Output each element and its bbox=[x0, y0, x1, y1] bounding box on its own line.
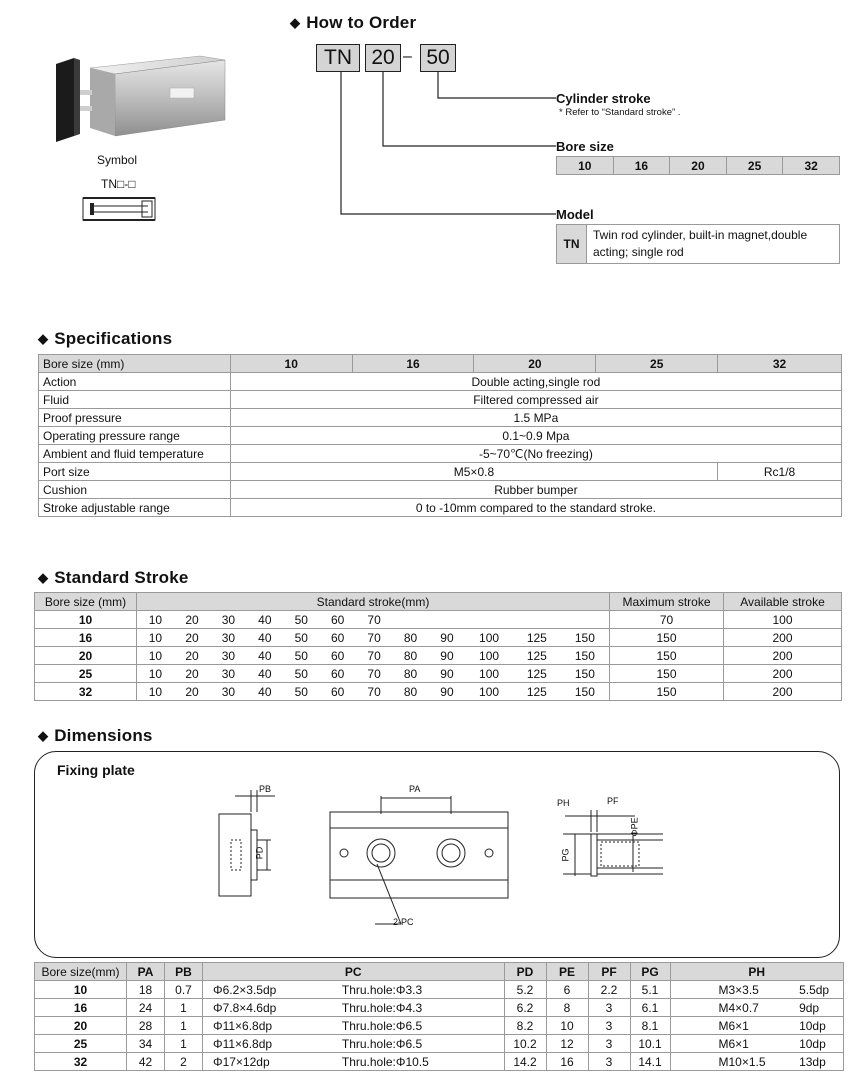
stroke-value: 10 bbox=[137, 647, 174, 665]
stroke-available: 200 bbox=[724, 665, 842, 683]
dim-pa: 34 bbox=[127, 1035, 165, 1053]
dim-pc-counterbore: Φ7.8×4.6dp bbox=[203, 999, 338, 1017]
dim-header: PC bbox=[203, 963, 505, 981]
dim-header: PH bbox=[670, 963, 844, 981]
dim-ph-thread: M3×3.5 bbox=[670, 981, 795, 999]
dim-pe: 16 bbox=[546, 1053, 588, 1071]
how-to-order-title: ◆ How to Order bbox=[290, 13, 417, 32]
spec-bore: 32 bbox=[718, 355, 842, 373]
spec-row bbox=[39, 427, 842, 445]
stroke-value: 30 bbox=[210, 611, 246, 629]
stroke-available: 200 bbox=[724, 629, 842, 647]
dimension-row bbox=[35, 1017, 844, 1035]
stroke-value: 50 bbox=[283, 683, 319, 701]
stroke-row bbox=[35, 647, 842, 665]
dim-pa: 18 bbox=[127, 981, 165, 999]
bore-option: 25 bbox=[726, 157, 783, 175]
stroke-value: 125 bbox=[513, 629, 561, 647]
stroke-row bbox=[35, 665, 842, 683]
spec-value: Filtered compressed air bbox=[230, 391, 841, 409]
model-label: Model bbox=[556, 207, 594, 222]
stroke-value: 20 bbox=[174, 629, 210, 647]
dim-ph-thread: M4×0.7 bbox=[670, 999, 795, 1017]
stroke-value: 90 bbox=[429, 683, 465, 701]
spec-value: 0.1~0.9 Mpa bbox=[230, 427, 841, 445]
stroke-value: 70 bbox=[356, 683, 392, 701]
stroke-value: 50 bbox=[283, 665, 319, 683]
callout-pd: PD bbox=[254, 846, 265, 860]
stroke-value: 90 bbox=[429, 647, 465, 665]
fixing-plate-drawing bbox=[35, 752, 841, 959]
spec-bore: 20 bbox=[474, 355, 596, 373]
stroke-value: 150 bbox=[561, 665, 610, 683]
stroke-value: 40 bbox=[247, 665, 283, 683]
cylinder-symbol-icon bbox=[82, 196, 156, 222]
spec-label: Port size bbox=[39, 463, 231, 481]
fixing-plate-title: Fixing plate bbox=[57, 762, 135, 778]
symbol-label: Symbol bbox=[97, 153, 138, 167]
spec-value: 1.5 MPa bbox=[230, 409, 841, 427]
stroke-value: 70 bbox=[356, 611, 392, 629]
stroke-value: 40 bbox=[247, 629, 283, 647]
stroke-available: 100 bbox=[724, 611, 842, 629]
stroke-value bbox=[513, 611, 561, 629]
spec-label: Operating pressure range bbox=[39, 427, 231, 445]
bore-option: 16 bbox=[613, 157, 670, 175]
diamond-bullet-icon: ◆ bbox=[38, 728, 49, 743]
dim-pg: 6.1 bbox=[630, 999, 670, 1017]
dim-pg: 8.1 bbox=[630, 1017, 670, 1035]
spec-label: Stroke adjustable range bbox=[39, 499, 231, 517]
stroke-value bbox=[429, 611, 465, 629]
dim-header: Bore size(mm) bbox=[35, 963, 127, 981]
stroke-max: 150 bbox=[610, 683, 724, 701]
stroke-value: 150 bbox=[561, 629, 610, 647]
stroke-value: 90 bbox=[429, 629, 465, 647]
dim-bore: 20 bbox=[35, 1017, 127, 1035]
dim-pf: 3 bbox=[588, 1035, 630, 1053]
dim-ph-depth: 13dp bbox=[795, 1053, 843, 1071]
symbol-code: TN□-□ bbox=[101, 177, 136, 191]
dim-pg: 5.1 bbox=[630, 981, 670, 999]
stroke-value: 150 bbox=[561, 683, 610, 701]
spec-row bbox=[39, 391, 842, 409]
dim-pa: 42 bbox=[127, 1053, 165, 1071]
standard-stroke-title: ◆ Standard Stroke bbox=[38, 568, 189, 587]
dim-bore: 10 bbox=[35, 981, 127, 999]
stroke-available: 200 bbox=[724, 647, 842, 665]
spec-row bbox=[39, 481, 842, 499]
dimensions-title: ◆ Dimensions bbox=[38, 726, 153, 745]
dimension-row bbox=[35, 981, 844, 999]
spec-label: Ambient and fluid temperature bbox=[39, 445, 231, 463]
diamond-bullet-icon: ◆ bbox=[38, 570, 49, 585]
stroke-value: 80 bbox=[392, 629, 428, 647]
stroke-value bbox=[392, 611, 428, 629]
stroke-value: 125 bbox=[513, 647, 561, 665]
dim-header: PD bbox=[504, 963, 546, 981]
stroke-row bbox=[35, 611, 842, 629]
dim-header: PF bbox=[588, 963, 630, 981]
diamond-bullet-icon: ◆ bbox=[290, 15, 301, 30]
stroke-row bbox=[35, 629, 842, 647]
dim-ph-thread: M10×1.5 bbox=[670, 1053, 795, 1071]
dim-pf: 2.2 bbox=[588, 981, 630, 999]
dim-pg: 10.1 bbox=[630, 1035, 670, 1053]
bore-size-label: Bore size bbox=[556, 139, 614, 154]
stroke-value bbox=[465, 611, 513, 629]
stroke-value: 30 bbox=[210, 683, 246, 701]
dim-pe: 12 bbox=[546, 1035, 588, 1053]
callout-pa: PA bbox=[409, 784, 421, 794]
stroke-value: 60 bbox=[319, 683, 355, 701]
dim-ph-thread: M6×1 bbox=[670, 1017, 795, 1035]
specifications-title: ◆ Specifications bbox=[38, 329, 173, 348]
bore-option: 20 bbox=[670, 157, 727, 175]
fixing-plate-panel bbox=[34, 751, 840, 958]
dim-bore: 32 bbox=[35, 1053, 127, 1071]
spec-bore: 16 bbox=[352, 355, 474, 373]
dimension-row bbox=[35, 1035, 844, 1053]
stroke-value: 80 bbox=[392, 665, 428, 683]
callout-ph: PH bbox=[557, 798, 570, 808]
dim-pd: 6.2 bbox=[504, 999, 546, 1017]
dim-header: PE bbox=[546, 963, 588, 981]
stroke-max: 150 bbox=[610, 665, 724, 683]
stroke-header-bore: Bore size (mm) bbox=[35, 593, 137, 611]
stroke-value: 70 bbox=[356, 665, 392, 683]
spec-row bbox=[39, 373, 842, 391]
dim-pc-thru: Thru.hole:Φ4.3 bbox=[338, 999, 504, 1017]
spec-row bbox=[39, 499, 842, 517]
dim-pc-counterbore: Φ11×6.8dp bbox=[203, 1035, 338, 1053]
stroke-value: 60 bbox=[319, 665, 355, 683]
dim-ph-thread: M6×1 bbox=[670, 1035, 795, 1053]
bore-size-table bbox=[556, 156, 840, 175]
stroke-value: 70 bbox=[356, 647, 392, 665]
dim-pb: 1 bbox=[165, 1035, 203, 1053]
dim-ph-depth: 10dp bbox=[795, 1017, 843, 1035]
stroke-bore: 10 bbox=[35, 611, 137, 629]
stroke-value: 20 bbox=[174, 647, 210, 665]
spec-value-alt: Rc1/8 bbox=[718, 463, 842, 481]
stroke-bore: 25 bbox=[35, 665, 137, 683]
cylinder-stroke-note: * Refer to “Standard stroke” . bbox=[559, 107, 681, 118]
cylinder-stroke-label: Cylinder stroke bbox=[556, 91, 651, 106]
spec-label: Proof pressure bbox=[39, 409, 231, 427]
spec-value: 0 to -10mm compared to the standard stroke. bbox=[230, 499, 841, 517]
spec-label: Fluid bbox=[39, 391, 231, 409]
stroke-value: 60 bbox=[319, 629, 355, 647]
stroke-value: 70 bbox=[356, 629, 392, 647]
stroke-value: 150 bbox=[561, 647, 610, 665]
spec-value: M5×0.8 bbox=[230, 463, 717, 481]
stroke-header-max: Maximum stroke bbox=[610, 593, 724, 611]
dim-pb: 2 bbox=[165, 1053, 203, 1071]
stroke-header-standard: Standard stroke(mm) bbox=[137, 593, 610, 611]
stroke-row bbox=[35, 683, 842, 701]
dimension-row bbox=[35, 999, 844, 1017]
stroke-value: 90 bbox=[429, 665, 465, 683]
dim-pf: 3 bbox=[588, 1053, 630, 1071]
callout-pg: PG bbox=[560, 848, 571, 862]
dim-pb: 0.7 bbox=[165, 981, 203, 999]
stroke-bore: 32 bbox=[35, 683, 137, 701]
dim-pc-counterbore: Φ11×6.8dp bbox=[203, 1017, 338, 1035]
stroke-value: 60 bbox=[319, 647, 355, 665]
model-table bbox=[556, 224, 840, 264]
stroke-value: 100 bbox=[465, 665, 513, 683]
spec-row bbox=[39, 409, 842, 427]
order-code-dash: – bbox=[403, 48, 412, 65]
dim-ph-depth: 5.5dp bbox=[795, 981, 843, 999]
dim-pc-thru: Thru.hole:Φ6.5 bbox=[338, 1017, 504, 1035]
stroke-value: 80 bbox=[392, 683, 428, 701]
dim-pc-thru: Thru.hole:Φ10.5 bbox=[338, 1053, 504, 1071]
stroke-value: 30 bbox=[210, 629, 246, 647]
stroke-value bbox=[561, 611, 610, 629]
stroke-value: 100 bbox=[465, 647, 513, 665]
diamond-bullet-icon: ◆ bbox=[38, 331, 49, 346]
spec-bore: 25 bbox=[596, 355, 718, 373]
order-code-bore: 20 bbox=[365, 44, 401, 72]
stroke-value: 10 bbox=[137, 611, 174, 629]
dim-pb: 1 bbox=[165, 999, 203, 1017]
stroke-value: 50 bbox=[283, 611, 319, 629]
stroke-value: 100 bbox=[465, 683, 513, 701]
spec-row bbox=[39, 463, 842, 481]
dim-pc-thru: Thru.hole:Φ3.3 bbox=[338, 981, 504, 999]
stroke-value: 60 bbox=[319, 611, 355, 629]
bore-option: 32 bbox=[783, 157, 840, 175]
stroke-value: 40 bbox=[247, 611, 283, 629]
stroke-rows bbox=[35, 611, 842, 701]
stroke-available: 200 bbox=[724, 683, 842, 701]
specifications-table bbox=[38, 354, 842, 517]
stroke-value: 50 bbox=[283, 629, 319, 647]
callout-pe: ΦPE bbox=[629, 817, 640, 837]
stroke-value: 125 bbox=[513, 683, 561, 701]
spec-header-label: Bore size (mm) bbox=[39, 355, 231, 373]
dim-pf: 3 bbox=[588, 1017, 630, 1035]
dim-pe: 6 bbox=[546, 981, 588, 999]
stroke-header-available: Available stroke bbox=[724, 593, 842, 611]
model-description: Twin rod cylinder, built-in magnet,double acting; single rod bbox=[587, 225, 840, 264]
dim-bore: 25 bbox=[35, 1035, 127, 1053]
dim-pd: 5.2 bbox=[504, 981, 546, 999]
dim-pf: 3 bbox=[588, 999, 630, 1017]
dim-pg: 14.1 bbox=[630, 1053, 670, 1071]
stroke-value: 20 bbox=[174, 611, 210, 629]
stroke-value: 125 bbox=[513, 665, 561, 683]
callout-pb: PB bbox=[259, 784, 272, 794]
standard-stroke-table bbox=[34, 592, 842, 701]
stroke-value: 20 bbox=[174, 665, 210, 683]
stroke-max: 150 bbox=[610, 629, 724, 647]
spec-label: Action bbox=[39, 373, 231, 391]
spec-value: -5~70℃(No freezing) bbox=[230, 445, 841, 463]
stroke-value: 30 bbox=[210, 647, 246, 665]
dim-pd: 8.2 bbox=[504, 1017, 546, 1035]
stroke-value: 10 bbox=[137, 629, 174, 647]
spec-bore: 10 bbox=[230, 355, 352, 373]
stroke-max: 150 bbox=[610, 647, 724, 665]
order-code-stroke: 50 bbox=[420, 44, 456, 72]
model-code: TN bbox=[557, 225, 587, 264]
stroke-value: 40 bbox=[247, 683, 283, 701]
dimensions-table bbox=[34, 962, 844, 1071]
spec-row bbox=[39, 445, 842, 463]
bore-option: 10 bbox=[557, 157, 614, 175]
spec-value: Double acting,single rod bbox=[230, 373, 841, 391]
spec-value: Rubber bumper bbox=[230, 481, 841, 499]
dim-header: PA bbox=[127, 963, 165, 981]
dim-pb: 1 bbox=[165, 1017, 203, 1035]
stroke-value: 20 bbox=[174, 683, 210, 701]
dim-header: PG bbox=[630, 963, 670, 981]
callout-pf: PF bbox=[607, 796, 619, 806]
dim-bore: 16 bbox=[35, 999, 127, 1017]
stroke-value: 80 bbox=[392, 647, 428, 665]
dim-pd: 10.2 bbox=[504, 1035, 546, 1053]
dim-header: PB bbox=[165, 963, 203, 981]
dim-pe: 8 bbox=[546, 999, 588, 1017]
dim-pd: 14.2 bbox=[504, 1053, 546, 1071]
callout-2pc: 2-PC bbox=[393, 917, 414, 927]
stroke-value: 100 bbox=[465, 629, 513, 647]
order-code-model: TN bbox=[316, 44, 360, 72]
dim-pc-counterbore: Φ6.2×3.5dp bbox=[203, 981, 338, 999]
stroke-bore: 16 bbox=[35, 629, 137, 647]
stroke-value: 40 bbox=[247, 647, 283, 665]
stroke-bore: 20 bbox=[35, 647, 137, 665]
dim-pc-counterbore: Φ17×12dp bbox=[203, 1053, 338, 1071]
dimension-row bbox=[35, 1053, 844, 1071]
dim-ph-depth: 10dp bbox=[795, 1035, 843, 1053]
stroke-value: 30 bbox=[210, 665, 246, 683]
stroke-value: 10 bbox=[137, 683, 174, 701]
dim-pc-thru: Thru.hole:Φ6.5 bbox=[338, 1035, 504, 1053]
spec-label: Cushion bbox=[39, 481, 231, 499]
order-leader-lines bbox=[300, 70, 570, 220]
stroke-value: 50 bbox=[283, 647, 319, 665]
dim-pa: 24 bbox=[127, 999, 165, 1017]
dim-pa: 28 bbox=[127, 1017, 165, 1035]
stroke-max: 70 bbox=[610, 611, 724, 629]
dimension-rows bbox=[35, 981, 844, 1071]
dim-pe: 10 bbox=[546, 1017, 588, 1035]
stroke-value: 10 bbox=[137, 665, 174, 683]
dim-ph-depth: 9dp bbox=[795, 999, 843, 1017]
product-image bbox=[50, 50, 230, 150]
